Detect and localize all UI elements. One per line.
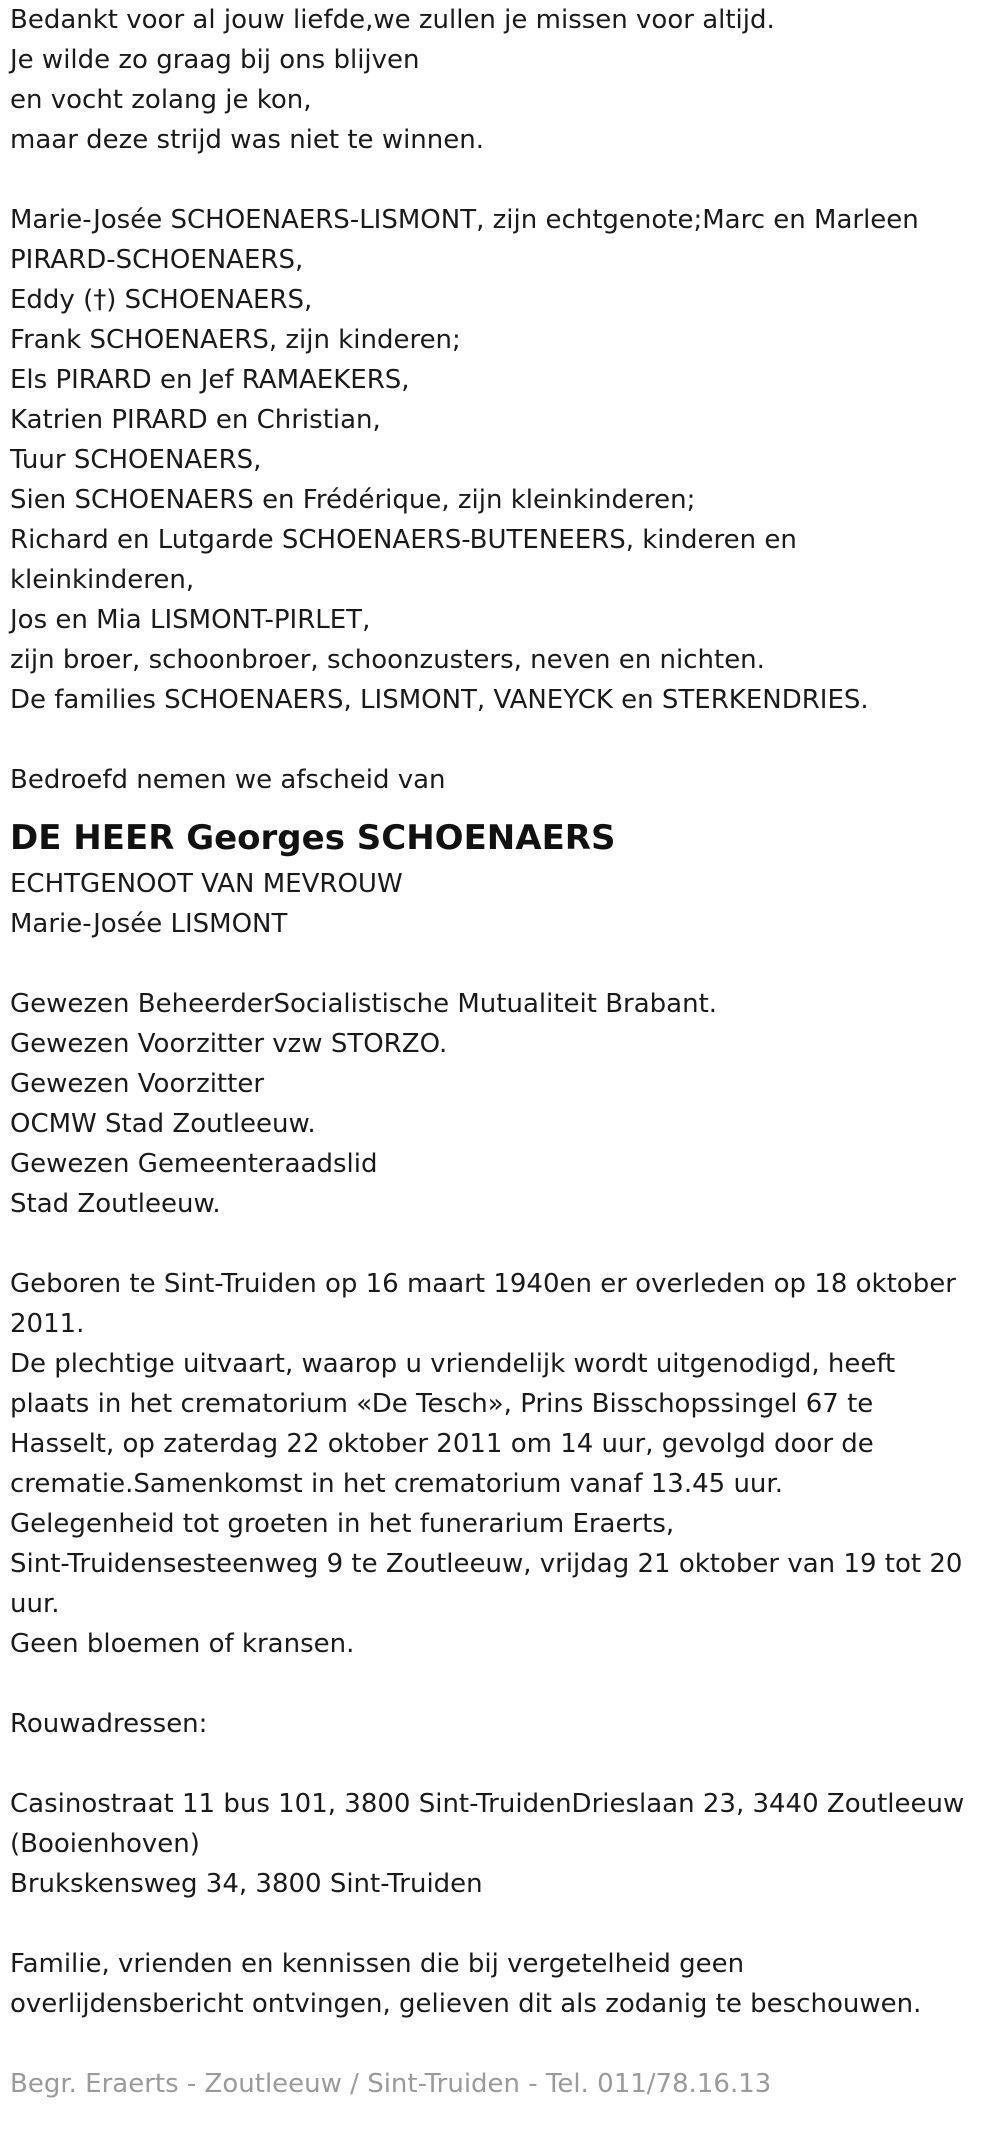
poem-line: en vocht zolang je kon, — [10, 85, 312, 115]
poem-line: maar deze strijd was niet te winnen. — [10, 125, 485, 155]
poem-line: Je wilde zo graag bij ons blijven — [10, 45, 420, 75]
spacer — [10, 2024, 995, 2064]
spacer — [10, 720, 995, 760]
address-line: Casinostraat 11 bus 101, 3800 Sint-TruidenDrieslaan 23, 3440 Zoutleeuw — [10, 1789, 965, 1819]
address-line: (Booienhoven) — [10, 1829, 200, 1859]
detail-line: Geboren te Sint-Truiden op 16 maart 1940en er overleden op 18 oktober — [10, 1269, 956, 1299]
closing-line: Familie, vrienden en kennissen die bij vergetelheid geen — [10, 1949, 745, 1979]
family-line: Richard en Lutgarde SCHOENAERS-BUTENEERS, kinderen en — [10, 525, 797, 555]
functions-list — [10, 984, 995, 1224]
mourning-addresses — [10, 1784, 995, 1904]
obituary-notice — [10, 0, 995, 2104]
family-line: zijn broer, schoonbroer, schoonzusters, neven en nichten. — [10, 645, 765, 675]
poem — [10, 0, 995, 160]
deceased-name: DE HEER Georges SCHOENAERS — [10, 818, 616, 858]
family-line: Eddy (†) SCHOENAERS, — [10, 285, 313, 315]
detail-line: Gelegenheid tot groeten in het funerarium Eraerts, — [10, 1509, 675, 1539]
detail-line: Sint-Truidensesteenweg 9 te Zoutleeuw, vrijdag 21 oktober van 19 tot 20 — [10, 1549, 963, 1579]
funeral-home-footer: Begr. Eraerts - Zoutleeuw / Sint-Truiden - Tel. 011/78.16.13 — [10, 2069, 772, 2099]
function-line: Stad Zoutleeuw. — [10, 1189, 221, 1219]
detail-line: De plechtige uitvaart, waarop u vriendelijk wordt uitgenodigd, heeft — [10, 1349, 896, 1379]
intro-text: Bedroefd nemen we afscheid van — [10, 765, 446, 795]
family-line: Frank SCHOENAERS, zijn kinderen; — [10, 325, 461, 355]
spacer — [10, 944, 995, 984]
spouse-name: Marie-Josée LISMONT — [10, 909, 288, 939]
detail-line: uur. — [10, 1589, 60, 1619]
addresses-label: Rouwadressen: — [10, 1709, 208, 1739]
function-line: OCMW Stad Zoutleeuw. — [10, 1109, 316, 1139]
funeral-details — [10, 1264, 995, 1664]
spacer — [10, 160, 995, 200]
detail-line: 2011. — [10, 1309, 85, 1339]
address-line: Brukskensweg 34, 3800 Sint-Truiden — [10, 1869, 483, 1899]
detail-line: plaats in het crematorium «De Tesch», Prins Bisschopssingel 67 te — [10, 1389, 874, 1419]
closing-note — [10, 1944, 995, 2024]
function-line: Gewezen Gemeenteraadslid — [10, 1149, 378, 1179]
spacer — [10, 1224, 995, 1264]
family-list — [10, 200, 995, 720]
poem-line: Bedankt voor al jouw liefde,we zullen je missen voor altijd. — [10, 5, 775, 35]
function-line: Gewezen Voorzitter — [10, 1069, 265, 1099]
family-line: PIRARD-SCHOENAERS, — [10, 245, 304, 275]
detail-line: Hasselt, op zaterdag 22 oktober 2011 om 14 uur, gevolgd door de — [10, 1429, 874, 1459]
family-line: Tuur SCHOENAERS, — [10, 445, 262, 475]
spacer — [10, 1904, 995, 1944]
family-line: Jos en Mia LISMONT-PIRLET, — [10, 605, 371, 635]
family-line: Sien SCHOENAERS en Frédérique, zijn kleinkinderen; — [10, 485, 696, 515]
family-line: Katrien PIRARD en Christian, — [10, 405, 381, 435]
detail-line: Geen bloemen of kransen. — [10, 1629, 355, 1659]
function-line: Gewezen BeheerderSocialistische Mutualiteit Brabant. — [10, 989, 718, 1019]
closing-line: overlijdensbericht ontvingen, gelieven dit als zodanig te beschouwen. — [10, 1989, 922, 2019]
function-line: Gewezen Voorzitter vzw STORZO. — [10, 1029, 448, 1059]
family-line: kleinkinderen, — [10, 565, 195, 595]
detail-line: crematie.Samenkomst in het crematorium vanaf 13.45 uur. — [10, 1469, 783, 1499]
spouse-label: ECHTGENOOT VAN MEVROUW — [10, 869, 403, 899]
family-line: De families SCHOENAERS, LISMONT, VANEYCK en STERKENDRIES. — [10, 685, 869, 715]
family-line: Els PIRARD en Jef RAMAEKERS, — [10, 365, 410, 395]
spacer — [10, 1664, 995, 1704]
family-line: Marie-Josée SCHOENAERS-LISMONT, zijn echtgenote;Marc en Marleen — [10, 205, 919, 235]
spacer — [10, 1744, 995, 1784]
